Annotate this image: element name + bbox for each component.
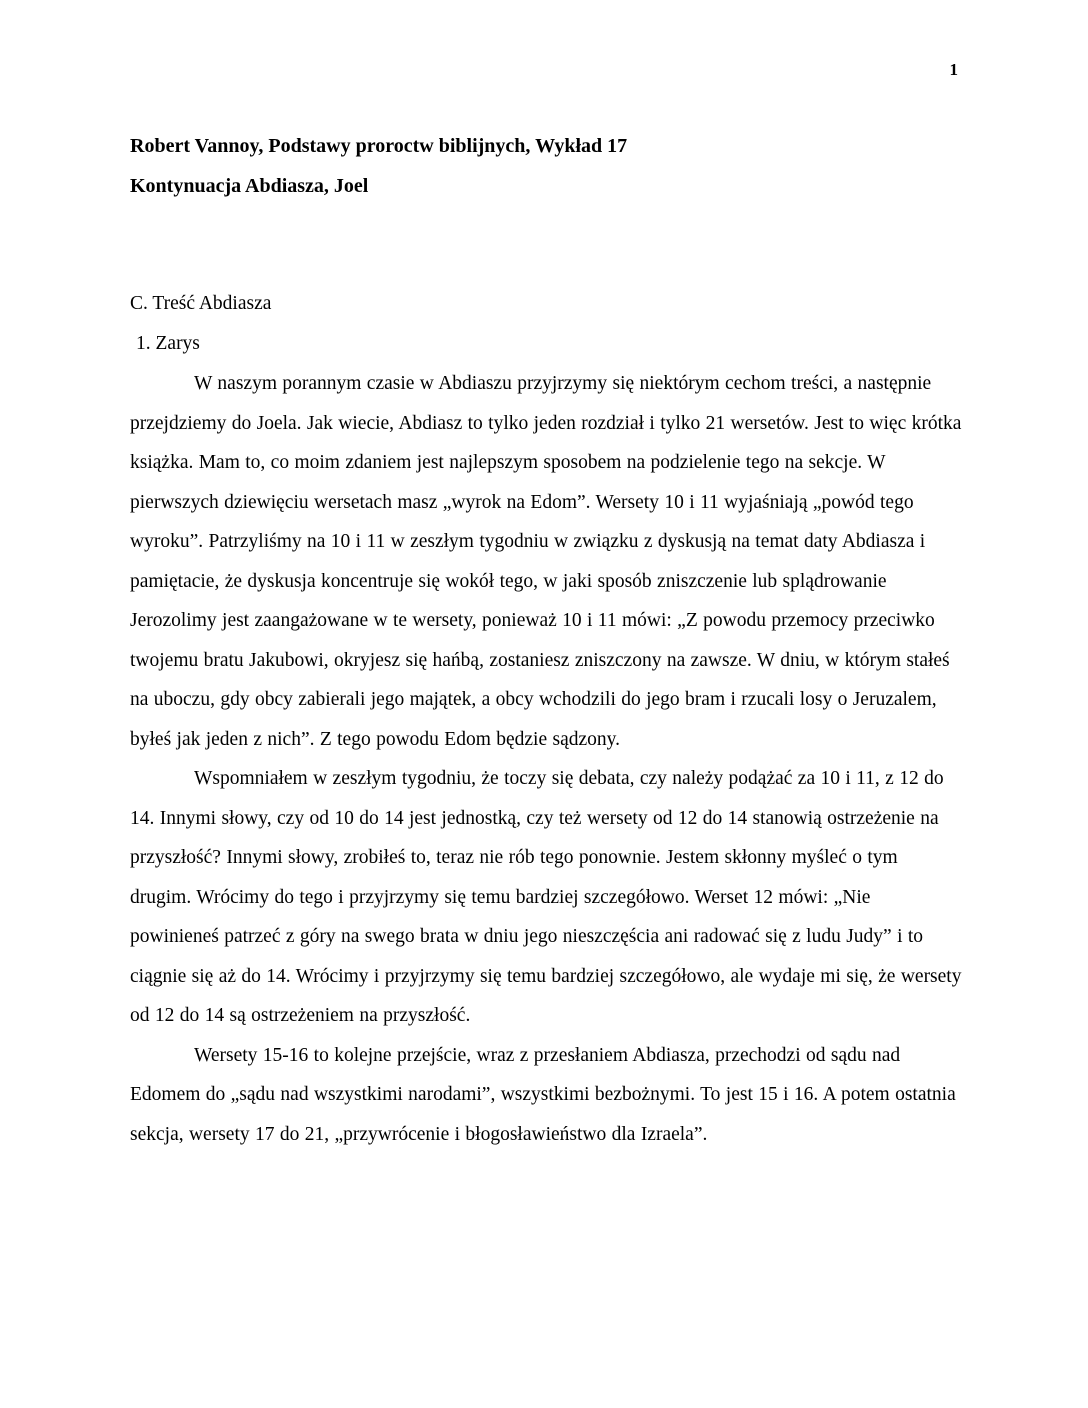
paragraph-1: W naszym porannym czasie w Abdiaszu przyjrzymy się niektórym cechom treści, a następnie przejdziemy do Joela. Jak wiecie, Abdiasz to tylko jeden rozdział i tylko 21 wersetów. Jest to więc krótka książka. Mam to, co moim zdaniem jest najlepszym sposobem na podzielenie tego na sekcje. W pierwszych dziewięciu wersetach masz „wyrok na Edom”. Wersety 10 i 11 wyjaśniają „powód tego wyroku”. Patrzyliśmy na 10 i 11 w zeszłym tygodniu w związku z dyskusją na temat daty Abdiasza i pamiętacie, że dyskusja koncentruje się wokół tego, w jaki sposób zniszczenie lub splądrowanie Jerozolimy jest zaangażowane w te wersety, ponieważ 10 i 11 mówi: „Z powodu przemocy przeciwko twojemu bratu Jakubowi, okryjesz się hańbą, zostaniesz zniszczony na zawsze. W dniu, w którym stałeś na uboczu, gdy obcy zabierali jego majątek, a obcy wchodzili do jego bram i rzucali losy o Jeruzalem, byłeś jak jeden z nich”. Z tego powodu Edom będzie sądzony. — [130, 373, 962, 750]
document-title-line-1: Robert Vannoy, Podstawy proroctw biblijnych, Wykład 17 — [130, 135, 628, 157]
subsection-heading: 1. Zarys — [136, 333, 200, 354]
page-number: 1 — [949, 60, 958, 79]
paragraph-2: Wspomniałem w zeszłym tygodniu, że toczy się debata, czy należy podążać za 10 i 11, z 12 do 14. Innymi słowy, czy od 10 do 14 jest jednostką, czy też wersety od 12 do 14 stanowią ostrzeżenie na przyszłość? Innymi słowy, zrobiłeś to, teraz nie rób tego ponownie. Jestem skłonny myśleć o tym drugim. Wrócimy do tego i przyjrzymy się temu bardziej szczegółowo. Werset 12 mówi: „Nie powinieneś patrzeć z góry na swego brata w dniu jego nieszczęścia ani radować się z ludu Judy” i to ciągnie się aż do 14. Wrócimy i przyjrzymy się temu bardziej szczegółowo, ale wydaje mi się, że wersety od 12 do 14 są ostrzeżeniem na przyszłość. — [130, 768, 962, 1026]
section-heading: C. Treść Abdiasza — [130, 293, 272, 314]
document-content — [130, 126, 962, 1154]
document-title-line-2: Kontynuacja Abdiasza, Joel — [130, 175, 369, 197]
title-section-spacer — [130, 206, 962, 284]
paragraph-3: Wersety 15-16 to kolejne przejście, wraz z przesłaniem Abdiasza, przechodzi od sądu nad Edomem do „sądu nad wszystkimi narodami”, wszystkimi bezbożnymi. To jest 15 i 16. A potem ostatnia sekcja, wersety 17 do 21, „przywrócenie i błogosławieństwo dla Izraela”. — [130, 1044, 956, 1145]
